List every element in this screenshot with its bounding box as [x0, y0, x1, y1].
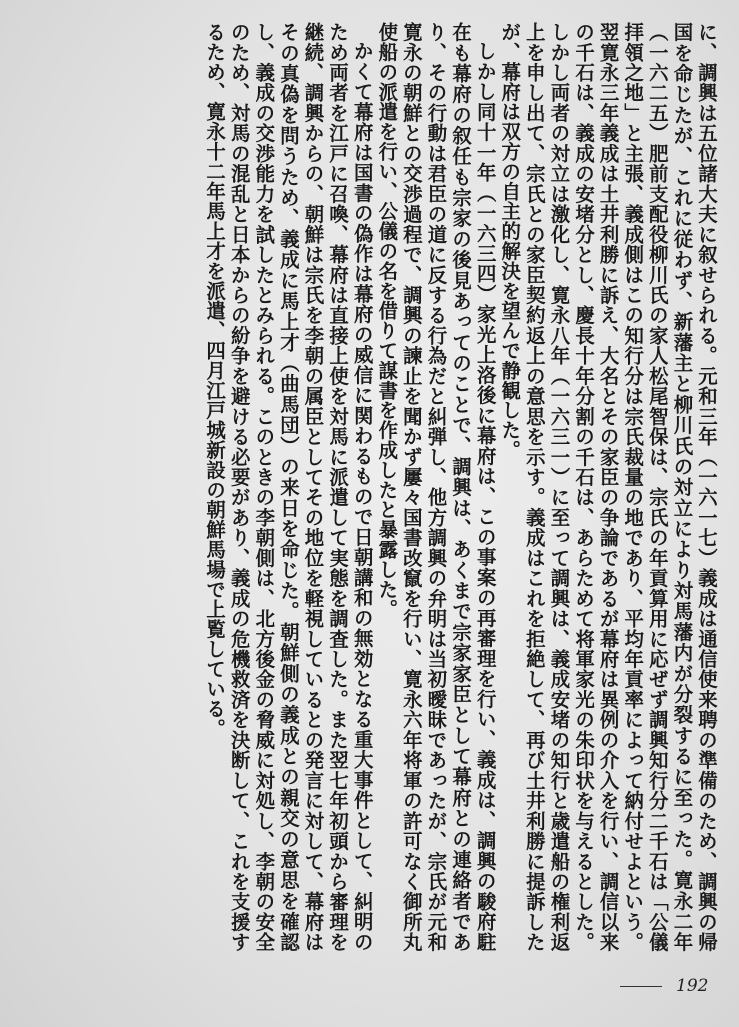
page-footer [620, 976, 708, 996]
paragraph-2: しかし同十一年（一六三四）家光上洛後に幕府は、この事案の再審理を行い、義成は、調興の駿府駐在も幕府の叙任も宗家の後見あってのことで、調興は、あくまで宗家家臣として幕府との連絡者であり、その行動は君臣の道に反する行為だと糾弾し、他方調興の弁明は当初曖昧であったが、宗氏が元和寛永の朝鮮との交渉過程で、調興の諫止を聞かず屢々国書改竄を行い、寛永六年将軍の許可なく御所丸使船の派遣を行い、公儀の名を借りて謀書を作成したと暴露した。 [375, 22, 497, 952]
footer-rule [620, 986, 662, 987]
paragraph-3: かくて幕府は国書の偽作は幕府の威信に関わるもので日朝講和の無効となる重大事件として、糾明のため両者を江戸に召喚、幕府は直接上使を対馬に派遣して実態を調査した。また翌七年初頭から審理を継続、調興からの、朝鮮は宗氏を李朝の属臣としてその地位を軽視しているとの発言に対して、幕府はその真偽を問うため、義成に馬上才（曲馬団）の来日を命じた。朝鮮側の義成との親交の意思を確認し、義成の交渉能力を試したとみられる。このときの李朝側は、北方後金の脅威に対処し、李朝の安全のため、対馬の混乱と日本からの紛争を避ける必要があり、義成の危機救済を決断して、これを支援するため、寛永十二年馬上才を派遣、四月江戸城新設の朝鮮馬場で上覧している。 [203, 22, 374, 952]
paragraph-1: に、調興は五位諸大夫に叙せられる。元和三年（一六一七）義成は通信使来聘の準備のため、調興の帰国を命じたが、これに従わず、新藩主と柳川氏の対立により対馬藩内が分裂するに至った。寛永二年（一六二五）肥前支配役柳川氏の家人松尾智保は、宗氏の年貢算用に応ぜず調興知行分二千石は「公儀拝領之地」と主張、義成側はこの知行分は宗氏裁量の地であり、平均年貢率によって納付せよという。翌寛永三年義成は土井利勝に訴え、大名とその家臣の争論であるが幕府は異例の介入を行い、調信以来の千石は、義成の安堵分とし、慶長十年分割の千石は、あらためて将軍家光の朱印状を与えるとした。しかし両者の対立は激化し、寛永八年（一六三一）に至って調興は、義成安堵の知行と歳遣船の権利返上を申し出て、宗氏との家臣契約返上の意思を示す。義成はこれを拒絶して、再び土井利勝に提訴したが、幕府は双方の自主的解決を望んで静観した。 [498, 22, 718, 952]
body-text [58, 22, 718, 952]
page-number: 192 [676, 976, 709, 996]
